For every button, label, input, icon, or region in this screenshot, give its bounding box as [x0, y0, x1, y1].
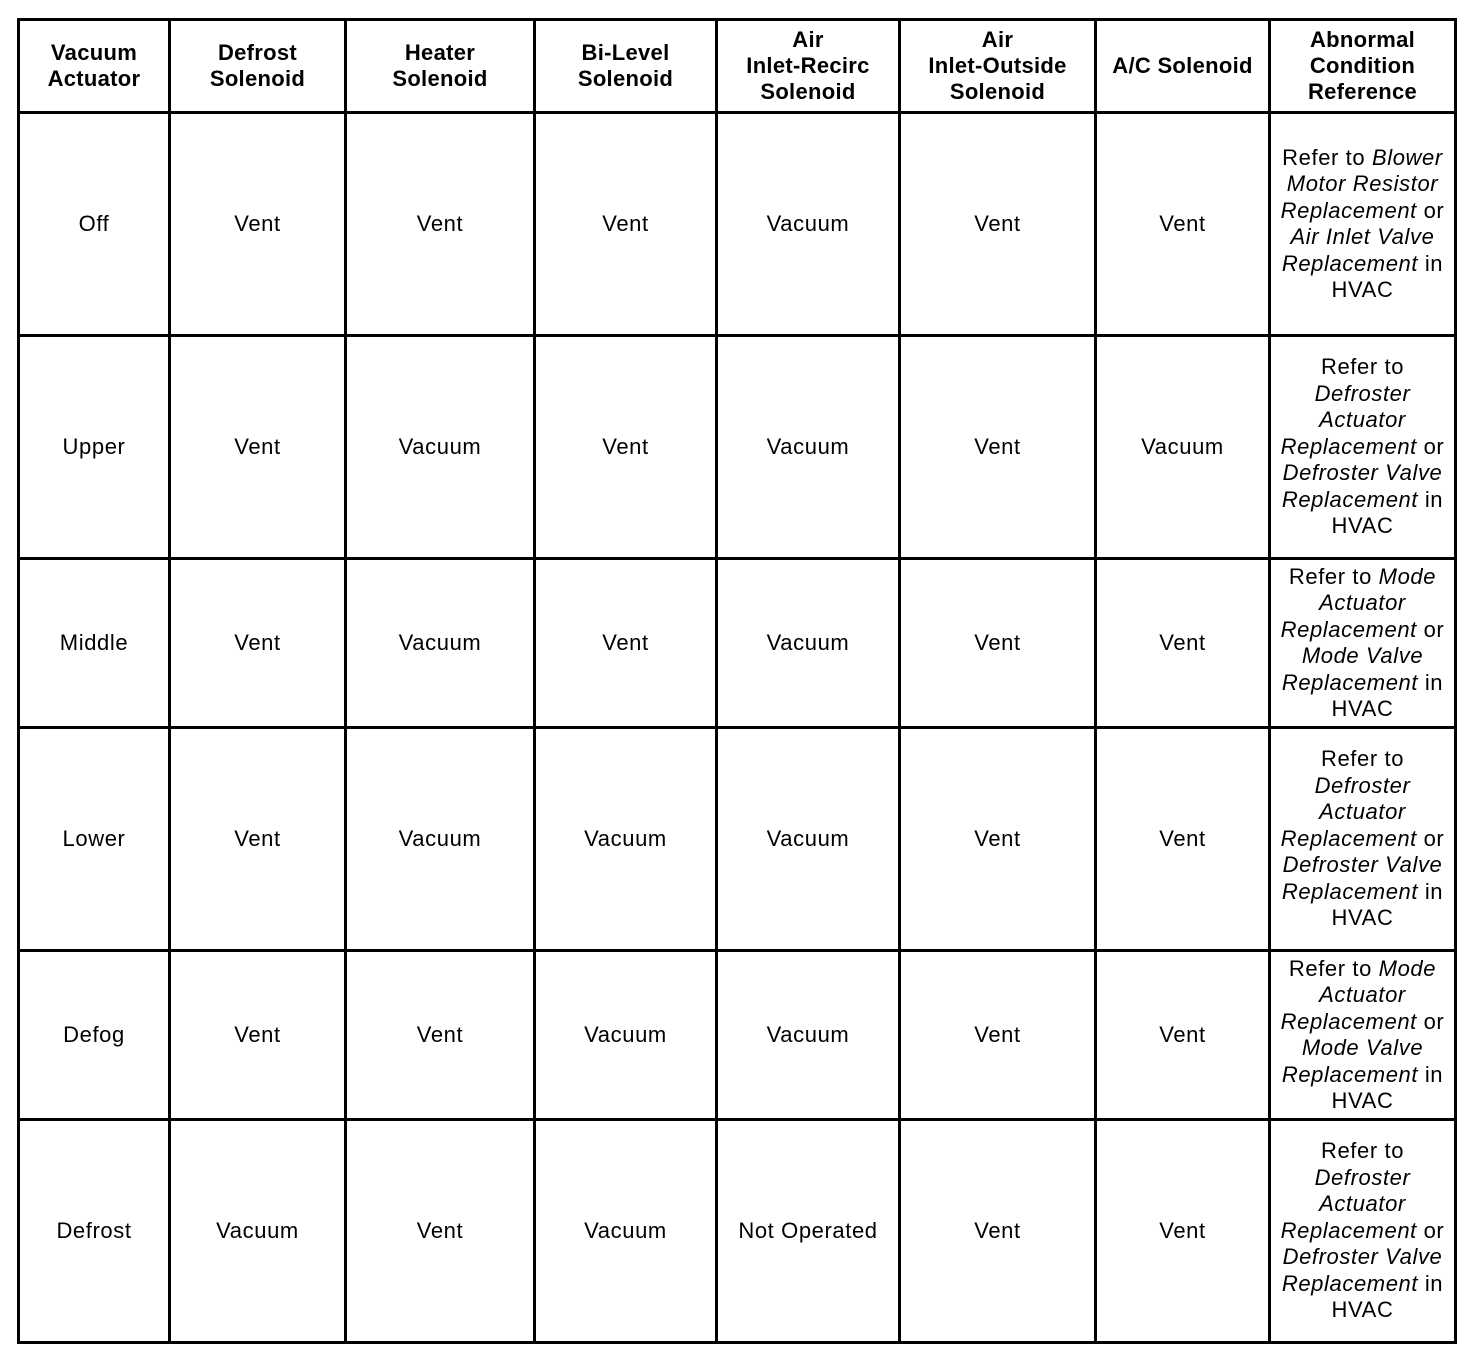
cell-heater-solenoid: Vent	[346, 113, 535, 336]
cell-ac-solenoid: Vent	[1096, 728, 1270, 951]
cell-abnormal-condition-reference	[1270, 1120, 1456, 1343]
ref-prefix: Refer to	[1288, 955, 1372, 981]
ref-prefix: Refer to	[1288, 563, 1372, 589]
cell-bilevel-solenoid: Vent	[535, 336, 717, 559]
ref-prefix: Refer to	[1320, 354, 1405, 380]
cell-ac-solenoid: Vent	[1096, 951, 1270, 1120]
ref-connector: or	[1423, 433, 1445, 459]
cell-air-inlet-recirc-solenoid: Vacuum	[717, 951, 900, 1120]
cell-defrost-solenoid: Vent	[170, 113, 346, 336]
cell-ac-solenoid: Vent	[1096, 559, 1270, 728]
cell-defrost-solenoid: Vent	[170, 728, 346, 951]
ref-procedure-1: Defroster Actuator Replacement	[1280, 380, 1417, 459]
cell-abnormal-condition-reference	[1270, 113, 1456, 336]
cell-vacuum-actuator: Lower	[19, 728, 170, 951]
ref-procedure-2: Defroster Valve Replacement	[1281, 1244, 1443, 1296]
cell-bilevel-solenoid: Vent	[535, 113, 717, 336]
cell-defrost-solenoid: Vent	[170, 559, 346, 728]
table-row-defog	[19, 951, 1456, 1120]
cell-vacuum-actuator: Defog	[19, 951, 170, 1120]
header-abnormal-condition-reference: Abnormal Condition Reference	[1270, 20, 1456, 113]
cell-air-inlet-recirc-solenoid: Vacuum	[717, 336, 900, 559]
header-heater-solenoid: Heater Solenoid	[346, 20, 535, 113]
cell-vacuum-actuator: Defrost	[19, 1120, 170, 1343]
ref-suffix: in HVAC	[1331, 878, 1444, 931]
ref-procedure-2: Defroster Valve Replacement	[1281, 852, 1443, 904]
cell-air-inlet-outside-solenoid: Vent	[900, 559, 1096, 728]
cell-abnormal-condition-reference	[1270, 728, 1456, 951]
cell-bilevel-solenoid: Vacuum	[535, 1120, 717, 1343]
header-vacuum-actuator: Vacuum Actuator	[19, 20, 170, 113]
ref-connector: or	[1423, 616, 1445, 642]
header-bilevel-solenoid: Bi-Level Solenoid	[535, 20, 717, 113]
ref-prefix: Refer to	[1282, 144, 1366, 170]
cell-air-inlet-outside-solenoid: Vent	[900, 1120, 1096, 1343]
ref-suffix: in HVAC	[1331, 1061, 1444, 1113]
cell-abnormal-condition-reference	[1270, 559, 1456, 728]
cell-air-inlet-outside-solenoid: Vent	[900, 728, 1096, 951]
ref-suffix: in HVAC	[1331, 669, 1444, 721]
cell-heater-solenoid: Vacuum	[346, 336, 535, 559]
cell-heater-solenoid: Vent	[346, 951, 535, 1120]
cell-ac-solenoid: Vent	[1096, 113, 1270, 336]
cell-air-inlet-outside-solenoid: Vent	[900, 951, 1096, 1120]
cell-abnormal-condition-reference	[1270, 336, 1456, 559]
cell-heater-solenoid: Vacuum	[346, 728, 535, 951]
table-header-row	[19, 20, 1456, 113]
table-row-lower	[19, 728, 1456, 951]
table-row-defrost	[19, 1120, 1456, 1343]
cell-vacuum-actuator: Middle	[19, 559, 170, 728]
cell-air-inlet-recirc-solenoid: Vacuum	[717, 559, 900, 728]
cell-vacuum-actuator: Off	[19, 113, 170, 336]
ref-procedure-1: Defroster Actuator Replacement	[1280, 772, 1417, 851]
ref-procedure-2: Air Inlet Valve Replacement	[1281, 224, 1435, 276]
ref-procedure-2: Defroster Valve Replacement	[1281, 460, 1443, 512]
cell-air-inlet-recirc-solenoid: Vacuum	[717, 728, 900, 951]
ref-procedure-1: Blower Motor Resistor Replacement	[1280, 144, 1443, 223]
table-row-middle	[19, 559, 1456, 728]
cell-ac-solenoid: Vacuum	[1096, 336, 1270, 559]
cell-bilevel-solenoid: Vacuum	[535, 728, 717, 951]
ref-connector: or	[1423, 825, 1445, 851]
cell-air-inlet-recirc-solenoid: Vacuum	[717, 113, 900, 336]
vacuum-actuator-table	[17, 18, 1457, 1344]
cell-vacuum-actuator: Upper	[19, 336, 170, 559]
cell-ac-solenoid: Vent	[1096, 1120, 1270, 1343]
ref-suffix: in HVAC	[1331, 486, 1444, 539]
header-air-inlet-recirc-solenoid: Air Inlet-Recirc Solenoid	[717, 20, 900, 113]
ref-suffix: in HVAC	[1331, 1270, 1444, 1323]
table-row-off	[19, 113, 1456, 336]
header-air-inlet-outside-solenoid: Air Inlet-Outside Solenoid	[900, 20, 1096, 113]
cell-bilevel-solenoid: Vent	[535, 559, 717, 728]
ref-procedure-1: Mode Actuator Replacement	[1280, 563, 1437, 642]
ref-procedure-2: Mode Valve Replacement	[1281, 643, 1424, 695]
ref-connector: or	[1423, 1217, 1445, 1243]
ref-connector: or	[1423, 1008, 1445, 1034]
cell-heater-solenoid: Vent	[346, 1120, 535, 1343]
header-ac-solenoid: A/C Solenoid	[1096, 20, 1270, 113]
ref-procedure-2: Mode Valve Replacement	[1281, 1035, 1424, 1087]
ref-procedure-1: Defroster Actuator Replacement	[1280, 1164, 1417, 1243]
ref-prefix: Refer to	[1320, 746, 1405, 772]
cell-heater-solenoid: Vacuum	[346, 559, 535, 728]
cell-air-inlet-recirc-solenoid: Not Operated	[717, 1120, 900, 1343]
cell-bilevel-solenoid: Vacuum	[535, 951, 717, 1120]
cell-defrost-solenoid: Vent	[170, 336, 346, 559]
cell-abnormal-condition-reference	[1270, 951, 1456, 1120]
ref-procedure-1: Mode Actuator Replacement	[1280, 955, 1437, 1034]
cell-air-inlet-outside-solenoid: Vent	[900, 336, 1096, 559]
cell-defrost-solenoid: Vent	[170, 951, 346, 1120]
ref-prefix: Refer to	[1320, 1138, 1405, 1164]
ref-suffix: in HVAC	[1331, 250, 1444, 302]
table-row-upper	[19, 336, 1456, 559]
cell-defrost-solenoid: Vacuum	[170, 1120, 346, 1343]
header-defrost-solenoid: Defrost Solenoid	[170, 20, 346, 113]
cell-air-inlet-outside-solenoid: Vent	[900, 113, 1096, 336]
ref-connector: or	[1423, 197, 1445, 223]
